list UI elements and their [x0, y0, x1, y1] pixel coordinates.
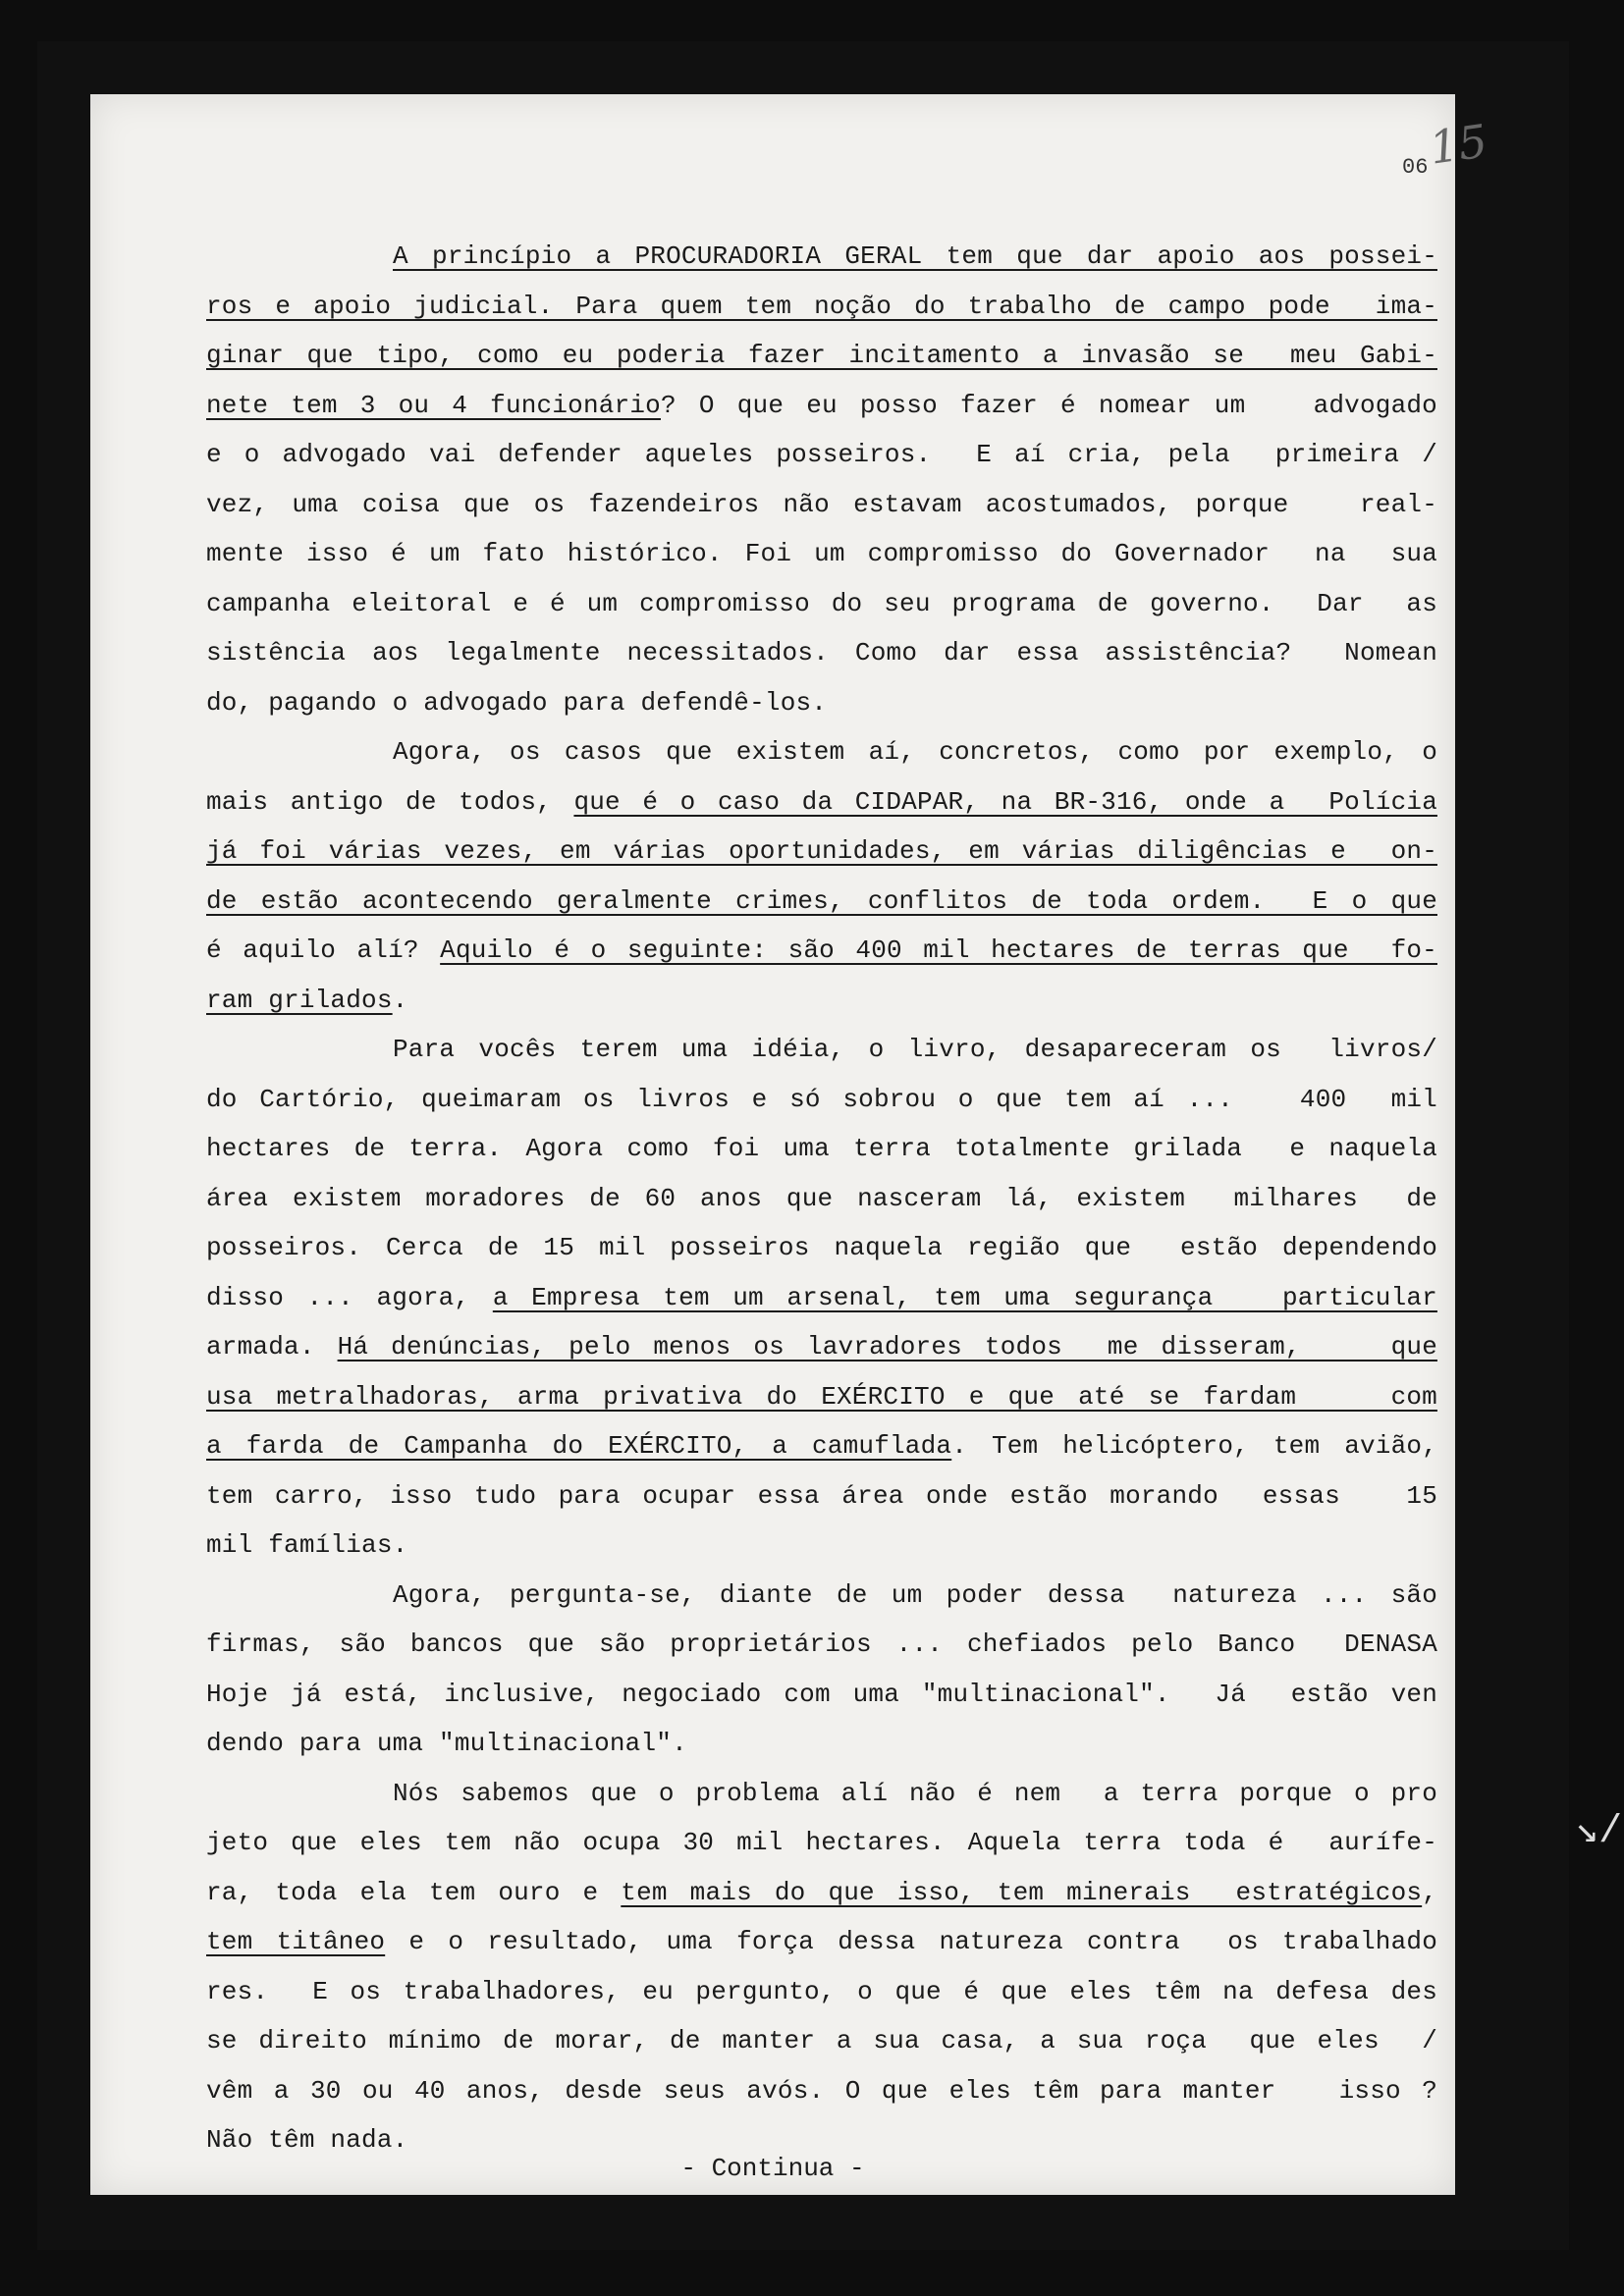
line-text: mil famílias. [206, 1530, 408, 1560]
text-line [206, 1818, 1437, 1868]
line-text: disso ... agora, [206, 1282, 493, 1312]
line-text: posseiros. Cerca de 15 mil posseiros naquela região que estão dependendo [206, 1233, 1437, 1262]
underlined-text: ram grilados [206, 985, 393, 1015]
underlined-text: já foi várias vezes, em várias oportunidades, em várias diligências e on- [206, 836, 1437, 866]
text-line [206, 1025, 1437, 1075]
line-text: firmas, são bancos que são proprietários ... chefiados pelo Banco DENASA [206, 1629, 1437, 1659]
text-line [206, 480, 1437, 530]
underlined-text: ginar que tipo, como eu poderia fazer incitamento a invasão se meu Gabi- [206, 341, 1437, 370]
line-text: ra, toda ela tem ouro e [206, 1877, 622, 1907]
underlined-text: Há denúncias, pelo menos os lavradores todos me disseram, que [337, 1332, 1437, 1362]
text-line [206, 1273, 1437, 1323]
underlined-text: a farda de Campanha do EXÉRCITO, a camuflada [206, 1431, 952, 1461]
line-text: Não têm nada. [206, 2125, 408, 2155]
underlined-text: ros e apoio judicial. Para quem tem noção do trabalho de campo pode ima- [206, 291, 1437, 321]
line-text: e o advogado vai defender aqueles posseiros. E aí cria, pela primeira / [206, 440, 1437, 469]
line-text: hectares de terra. Agora como foi uma terra totalmente grilada e naquela [206, 1134, 1437, 1163]
text-line [206, 727, 1437, 777]
text-line [206, 1174, 1437, 1224]
text-line [206, 926, 1437, 976]
text-line [206, 529, 1437, 579]
line-text: Agora, os casos que existem aí, concretos, como por exemplo, o [393, 737, 1437, 767]
line-text: campanha eleitoral e é um compromisso do seu programa de governo. Dar as [206, 588, 1437, 618]
line-text: res. E os trabalhadores, eu pergunto, o que é que eles têm na defesa des [206, 1976, 1437, 2006]
text-line [206, 2016, 1437, 2066]
text-line [206, 1521, 1437, 1571]
handwritten-page-mark: 15 [1426, 114, 1491, 175]
text-line [206, 1075, 1437, 1125]
text-line [206, 1620, 1437, 1670]
text-line [206, 331, 1437, 381]
text-line [206, 1868, 1437, 1918]
underlined-text: a Empresa tem um arsenal, tem uma segurança particular [492, 1282, 1437, 1312]
line-text: e o resultado, uma força dessa natureza contra os trabalhado [385, 1927, 1437, 1956]
line-text: Para vocês terem uma idéia, o livro, desapareceram os livros/ [393, 1035, 1437, 1064]
text-line [206, 1322, 1437, 1372]
line-text: sistência aos legalmente necessitados. Como dar essa assistência? Nomean [206, 638, 1437, 667]
line-text: do, pagando o advogado para defendê-los. [206, 687, 828, 718]
text-line [206, 1670, 1437, 1720]
document-body [206, 232, 1437, 2165]
text-line [206, 1571, 1437, 1621]
text-line [206, 777, 1437, 828]
text-line [206, 579, 1437, 629]
text-line [206, 1769, 1437, 1819]
text-line [206, 827, 1437, 877]
line-text: vez, uma coisa que os fazendeiros não estavam acostumados, porque real- [206, 489, 1437, 519]
text-line [206, 1223, 1437, 1273]
text-line [206, 1421, 1437, 1471]
text-line [206, 1124, 1437, 1174]
page-number: 06 [1402, 155, 1429, 180]
line-text: armada. [206, 1332, 338, 1362]
text-line [206, 232, 1437, 282]
underlined-text: tem mais do que isso, tem minerais estratégicos [621, 1877, 1423, 1907]
text-line [206, 628, 1437, 678]
line-text: . Tem helicóptero, tem avião, [951, 1431, 1438, 1461]
text-line [206, 1719, 1437, 1769]
continuation-footer: - Continua - [680, 2154, 865, 2183]
text-line [206, 877, 1437, 927]
line-text: mais antigo de todos, [206, 786, 574, 817]
underlined-text: nete tem 3 ou 4 funcionário [206, 390, 661, 420]
text-line [206, 1917, 1437, 1967]
line-text: área existem moradores de 60 anos que nasceram lá, existem milhares de [206, 1183, 1437, 1213]
line-text: Agora, pergunta-se, diante de um poder dessa natureza ... são [393, 1579, 1437, 1610]
underlined-text: Aquilo é o seguinte: são 400 mil hectares de terras que fo- [440, 935, 1437, 965]
line-text: Nós sabemos que o problema alí não é nem a terra porque o pro [393, 1778, 1437, 1808]
underlined-text: usa metralhadoras, arma privativa do EXÉRCITO e que até se fardam com [206, 1381, 1437, 1412]
line-text: jeto que eles tem não ocupa 30 mil hectares. Aquela terra toda é aurífe- [206, 1828, 1437, 1857]
text-line [206, 1471, 1437, 1522]
line-text: dendo para uma "multinacional". [206, 1729, 687, 1758]
text-line [206, 2066, 1437, 2116]
underlined-text: tem titâneo [206, 1927, 386, 1956]
line-text: se direito mínimo de morar, de manter a sua casa, a sua roça que eles / [206, 2026, 1437, 2056]
line-text: mente isso é um fato histórico. Foi um compromisso do Governador na sua [206, 539, 1437, 568]
line-text: , [1422, 1877, 1437, 1907]
text-line [206, 381, 1437, 431]
line-text: ? O que eu posso fazer é nomear um advogado [660, 390, 1437, 420]
line-text: vêm a 30 ou 40 anos, desde seus avós. O que eles têm para manter isso ? [206, 2075, 1437, 2106]
underlined-text: que é o caso da CIDAPAR, na BR-316, onde a Polícia [573, 786, 1437, 817]
line-text: tem carro, isso tudo para ocupar essa área onde estão morando essas 15 [206, 1480, 1437, 1511]
document-page [90, 94, 1491, 2195]
text-line [206, 1372, 1437, 1422]
line-text: é aquilo alí? [206, 935, 441, 965]
text-line [206, 678, 1437, 728]
edge-scan-mark: ↘/ [1575, 1810, 1623, 1854]
text-line [206, 282, 1437, 332]
line-text: . [392, 985, 408, 1015]
text-line [206, 1967, 1437, 2017]
underlined-text: A princípio a PROCURADORIA GERAL tem que dar apoio aos possei- [393, 241, 1437, 271]
line-text: do Cartório, queimaram os livros e só sobrou o que tem aí ... 400 mil [206, 1084, 1437, 1114]
text-line [206, 976, 1437, 1026]
text-line [206, 430, 1437, 480]
line-text: Hoje já está, inclusive, negociado com uma "multinacional". Já estão ven [206, 1679, 1437, 1709]
underlined-text: de estão acontecendo geralmente crimes, conflitos de toda ordem. E o que [206, 885, 1437, 916]
